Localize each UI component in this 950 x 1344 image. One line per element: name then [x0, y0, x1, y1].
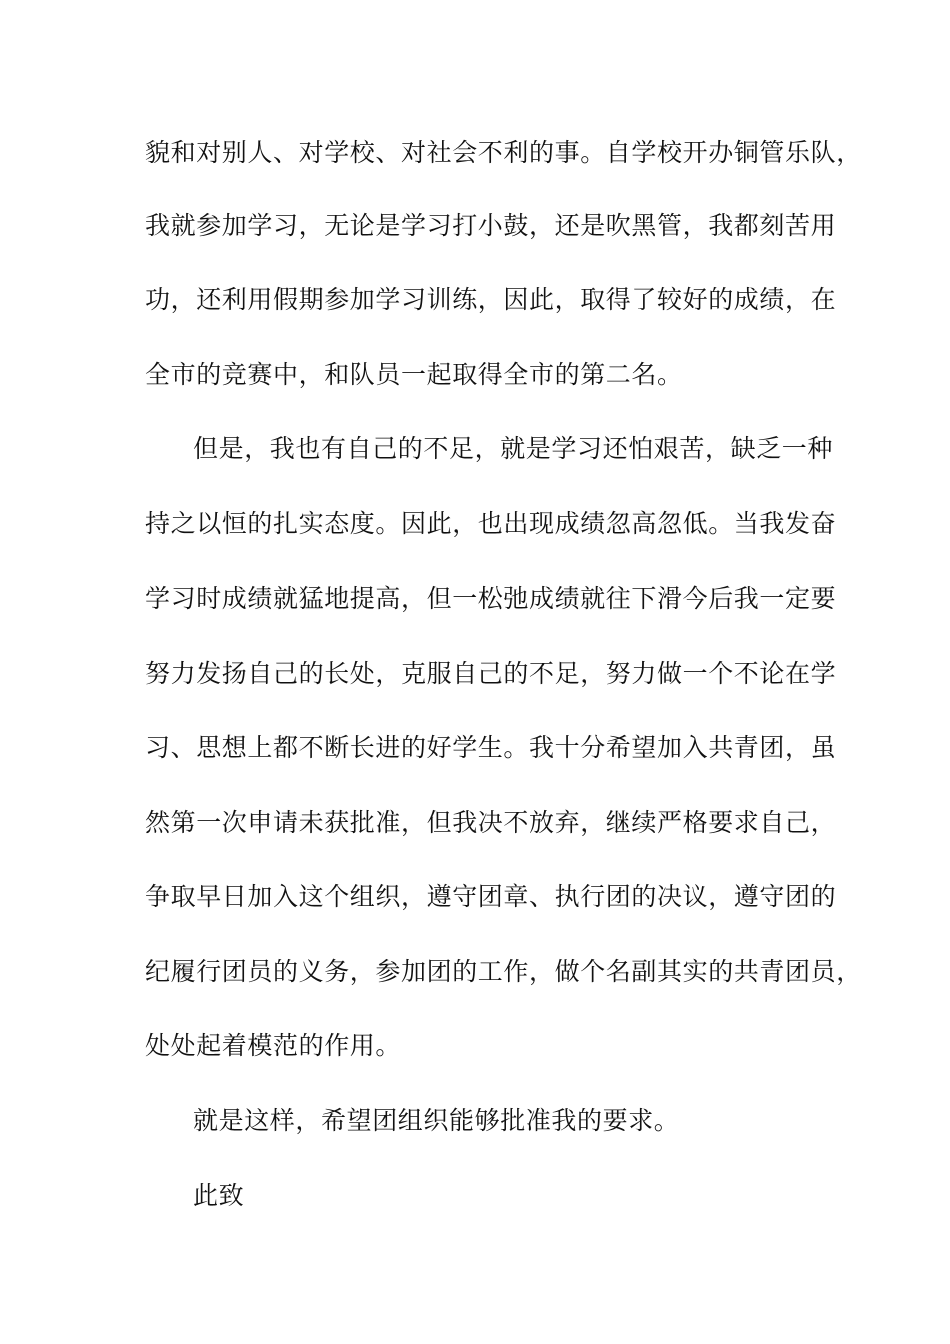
text-line-12: 纪履行团员的义务，参加团的工作，做个名副其实的共青团员， — [145, 957, 862, 986]
text-line-13: 处处起着模范的作用。 — [145, 1031, 402, 1060]
paragraph-start-line-5: 但是，我也有自己的不足，就是学习还怕艰苦，缺乏一种 — [193, 434, 834, 463]
text-line-6: 持之以恒的扎实态度。因此，也出现成绩忽高忽低。当我发奋 — [145, 509, 837, 538]
text-line-8: 努力发扬自己的长处，克服自己的不足，努力做一个不论在学 — [145, 659, 837, 688]
paragraph-closing-line: 就是这样，希望团组织能够批准我的要求。 — [193, 1106, 680, 1135]
text-line-1: 貌和对别人、对学校、对社会不利的事。自学校开办铜管乐队， — [145, 138, 862, 167]
text-line-10: 然第一次申请未获批准，但我决不放弃，继续严格要求自己， — [145, 808, 837, 837]
text-line-3: 功，还利用假期参加学习训练，因此，取得了较好的成绩，在 — [145, 285, 837, 314]
text-line-11: 争取早日加入这个组织，遵守团章、执行团的决议，遵守团的 — [145, 882, 837, 911]
salutation-line: 此致 — [193, 1181, 245, 1210]
text-line-9: 习、思想上都不断长进的好学生。我十分希望加入共青团，虽 — [145, 733, 837, 762]
text-line-4: 全市的竞赛中，和队员一起取得全市的第二名。 — [145, 360, 683, 389]
text-line-7: 学习时成绩就猛地提高，但一松弛成绩就往下滑今后我一定要 — [145, 584, 837, 613]
text-line-2: 我就参加学习，无论是学习打小鼓，还是吹黑管，我都刻苦用 — [145, 211, 837, 240]
